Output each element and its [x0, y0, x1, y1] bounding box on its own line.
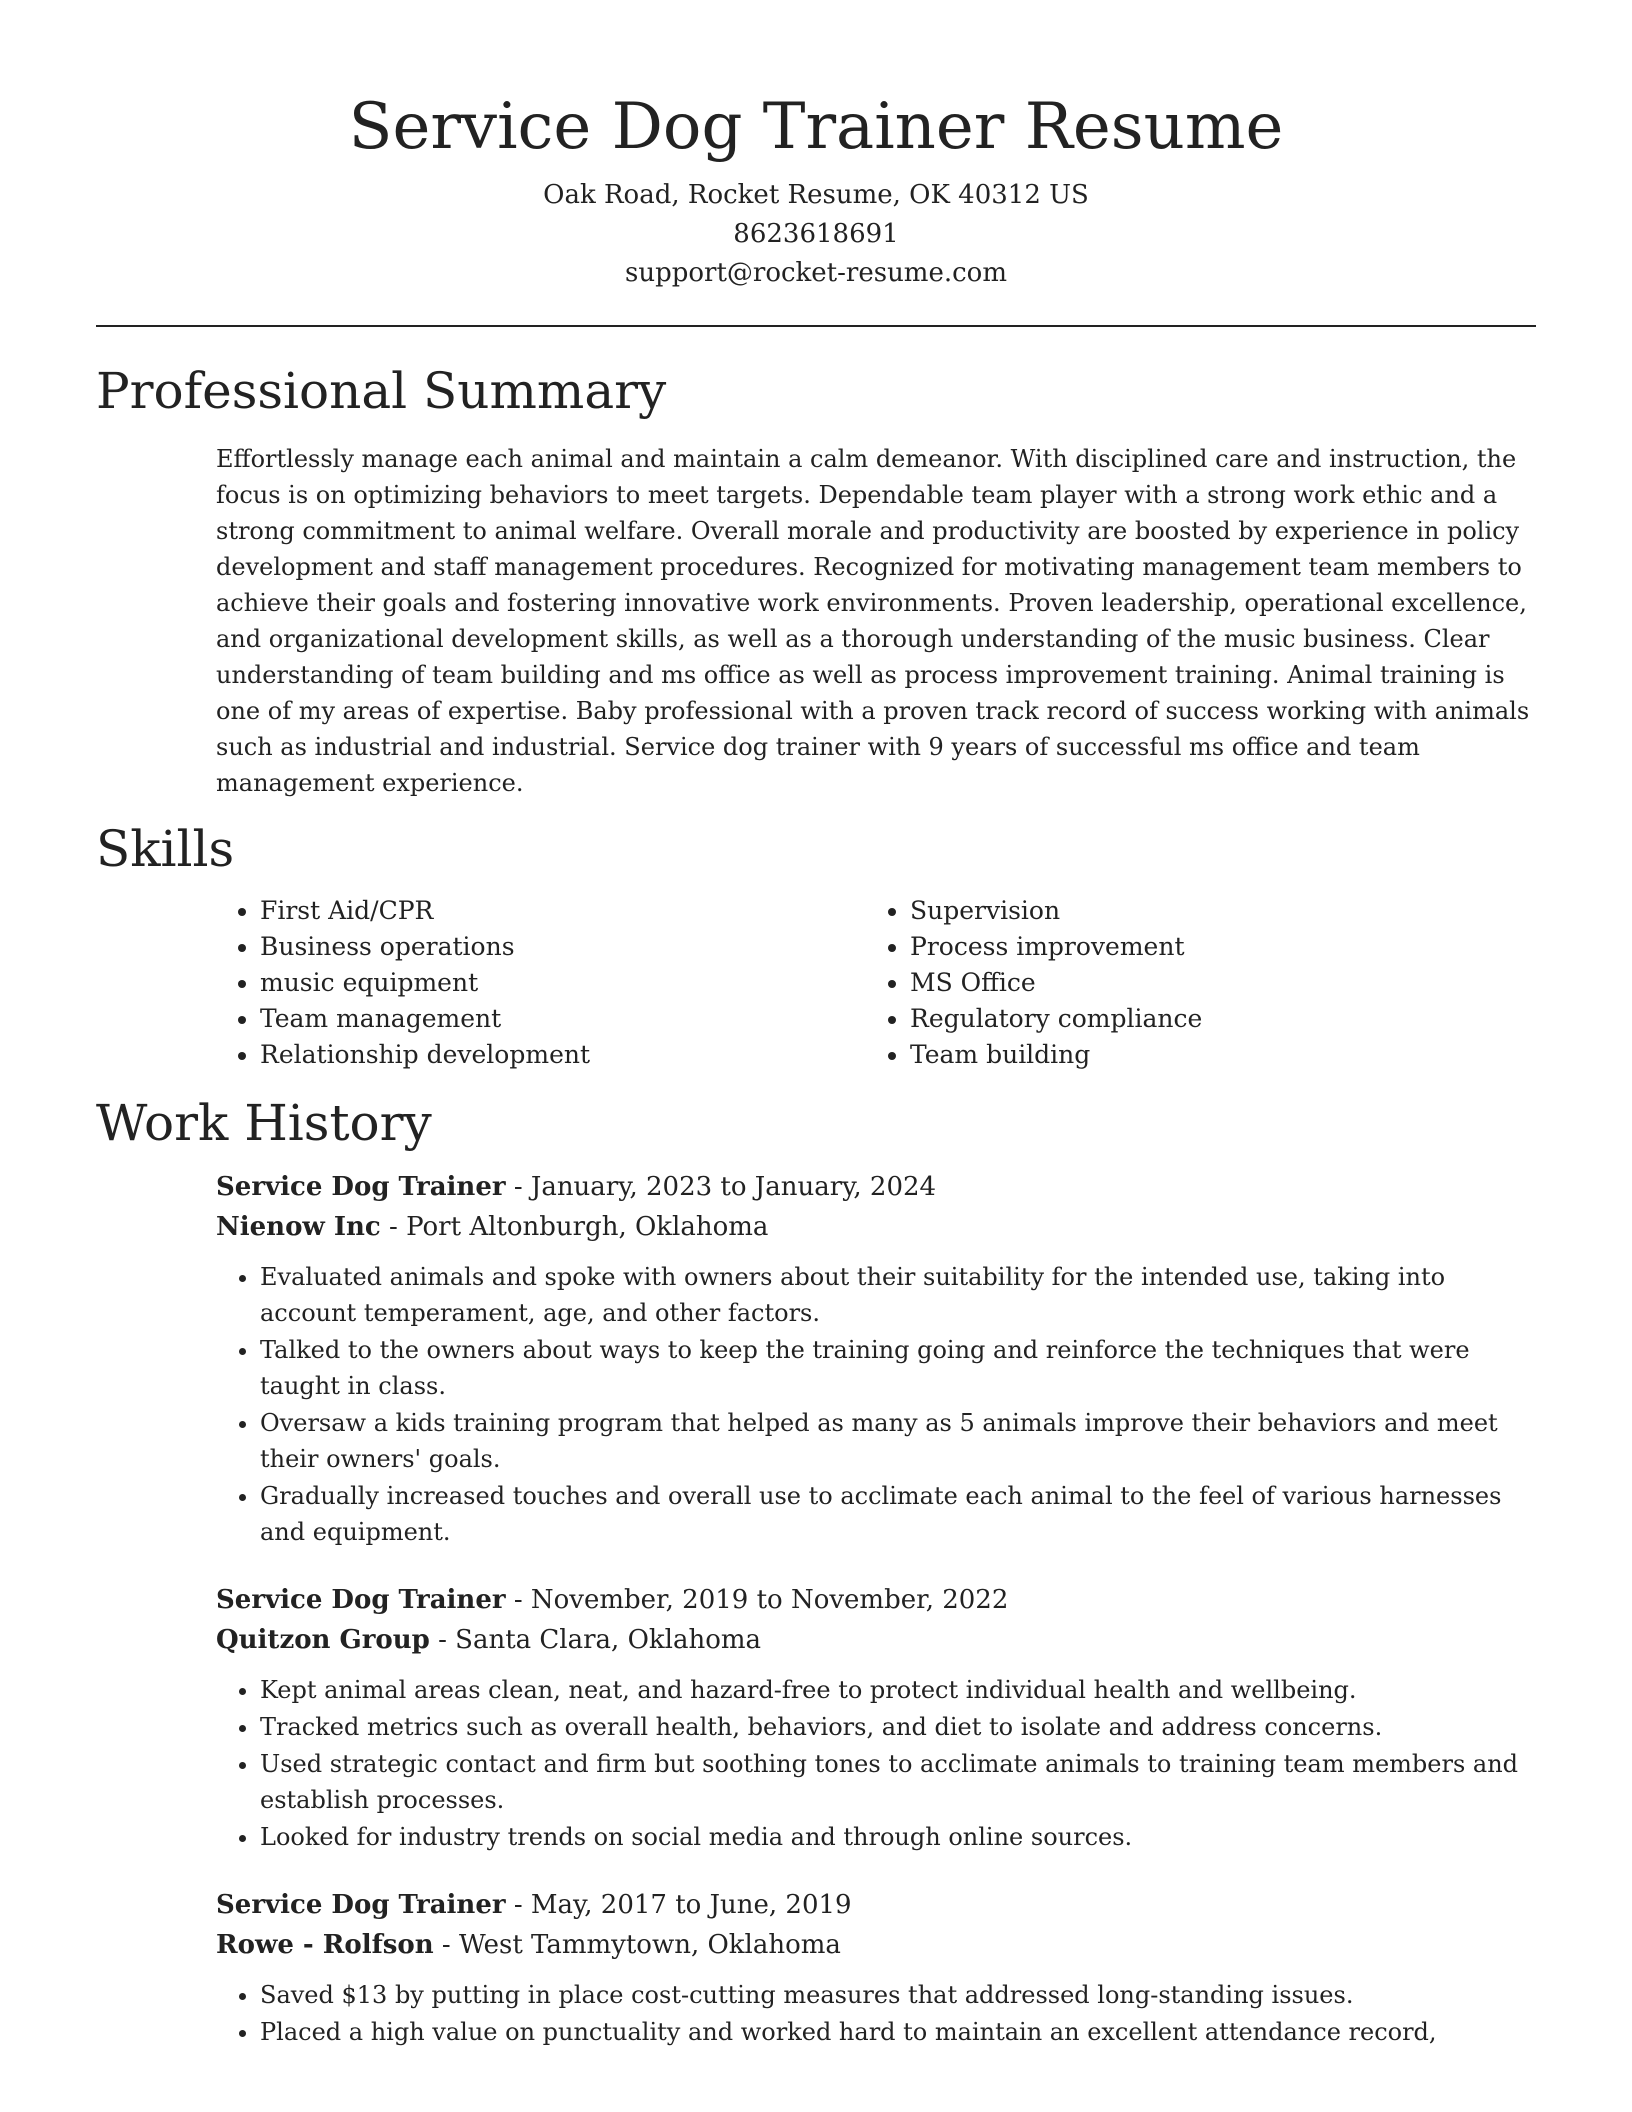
- skill-item: • Relationship development: [260, 1037, 866, 1073]
- job-entry: [216, 1885, 1536, 2050]
- job-location: - West Tammytown, Oklahoma: [433, 1930, 841, 1960]
- skills-column-left: [216, 893, 866, 1073]
- job-bullet: • Placed a high value on punctuality and worked hard to maintain an excellent attendance record,: [260, 2014, 1536, 2050]
- job-company: Rowe - Rolfson: [216, 1930, 434, 1960]
- job-bullets: [216, 1672, 1536, 1855]
- job-dates: - January, 2023 to January, 2024: [505, 1172, 937, 1202]
- job-bullet: • Kept animal areas clean, neat, and hazard-free to protect individual health and wellbeing.: [260, 1672, 1536, 1708]
- job-bullets: [216, 1259, 1536, 1550]
- job-dates: - May, 2017 to June, 2019: [505, 1890, 852, 1920]
- summary-heading: Professional Summary: [96, 362, 667, 420]
- job-bullet: • Tracked metrics such as overall health, behaviors, and diet to isolate and address concerns.: [260, 1709, 1536, 1745]
- skill-item: • Supervision: [910, 893, 1516, 929]
- job-bullet: • Evaluated animals and spoke with owners about their suitability for the intended use, taking into account temperament, age, and other factors.: [260, 1259, 1536, 1331]
- job-title-line: [216, 1885, 1536, 1925]
- contact-block: [96, 176, 1536, 293]
- job-role: Service Dog Trainer: [216, 1172, 506, 1202]
- skill-item: • Business operations: [260, 929, 866, 965]
- contact-email: support@rocket-resume.com: [624, 258, 1007, 288]
- job-entry: [216, 1580, 1536, 1855]
- job-bullet: • Gradually increased touches and overall use to acclimate each animal to the feel of various harnesses and equipment.: [260, 1478, 1536, 1550]
- job-bullet: • Saved $13 by putting in place cost-cutting measures that addressed long-standing issues.: [260, 1977, 1536, 2013]
- job-company: Quitzon Group: [216, 1625, 430, 1655]
- skill-item: • MS Office: [910, 965, 1516, 1001]
- contact-phone: 8623618691: [733, 219, 899, 249]
- work-history-heading: Work History: [96, 1094, 432, 1152]
- job-title-line: [216, 1167, 1536, 1207]
- job-location: - Port Altonburgh, Oklahoma: [380, 1212, 769, 1242]
- job-bullet: • Talked to the owners about ways to keep the training going and reinforce the techniques that were taught in class.: [260, 1332, 1536, 1404]
- skill-item: • Process improvement: [910, 929, 1516, 965]
- job-company-line: [216, 1925, 1536, 1965]
- job-title-line: [216, 1580, 1536, 1620]
- skill-item: • First Aid/CPR: [260, 893, 866, 929]
- resume-page: [96, 0, 1536, 2051]
- job-bullet: • Looked for industry trends on social media and through online sources.: [260, 1819, 1536, 1855]
- job-company: Nienow Inc: [216, 1212, 381, 1242]
- job-location: - Santa Clara, Oklahoma: [429, 1625, 762, 1655]
- job-dates: - November, 2019 to November, 2022: [505, 1585, 1009, 1615]
- skill-item: • Regulatory compliance: [910, 1001, 1516, 1037]
- job-company-line: [216, 1620, 1536, 1660]
- job-company-line: [216, 1207, 1536, 1247]
- resume-title: Service Dog Trainer Resume: [348, 90, 1284, 164]
- skill-item: • Team management: [260, 1001, 866, 1037]
- job-bullet: • Used strategic contact and firm but soothing tones to acclimate animals to training team members and establish processes.: [260, 1746, 1536, 1818]
- job-role: Service Dog Trainer: [216, 1890, 506, 1920]
- job-role: Service Dog Trainer: [216, 1585, 506, 1615]
- skills-heading: Skills: [96, 820, 235, 878]
- header-divider: [96, 325, 1536, 327]
- summary-text: Effortlessly manage each animal and maintain a calm demeanor. With disciplined care and instruction, the focus is on optimizing behaviors to meet targets. Dependable team player with a strong work ethic and a strong commitment to animal welfare. Overall morale and productivity are boosted by experience in policy development and staff management procedures. Recognized for motivating management team members to achieve their goals and fostering innovative work environments. Proven leadership, operational excellence, and organizational development skills, as well as a thorough understanding of the music business. Clear understanding of team building and ms office as well as process improvement training. Animal training is one of my areas of expertise. Baby professional with a proven track record of success working with animals such as industrial and industrial. Service dog trainer with 9 years of successful ms office and team management experience.: [216, 445, 1530, 797]
- contact-address: Oak Road, Rocket Resume, OK 40312 US: [543, 180, 1089, 210]
- skill-item: • Team building: [910, 1037, 1516, 1073]
- job-bullets: [216, 1977, 1536, 2050]
- skills-column-right: [866, 893, 1516, 1073]
- skill-item: • music equipment: [260, 965, 866, 1001]
- job-bullet: • Oversaw a kids training program that helped as many as 5 animals improve their behaviors and meet their owners' goals.: [260, 1405, 1536, 1477]
- job-entry: [216, 1167, 1536, 1550]
- skills-list: [216, 893, 1536, 1073]
